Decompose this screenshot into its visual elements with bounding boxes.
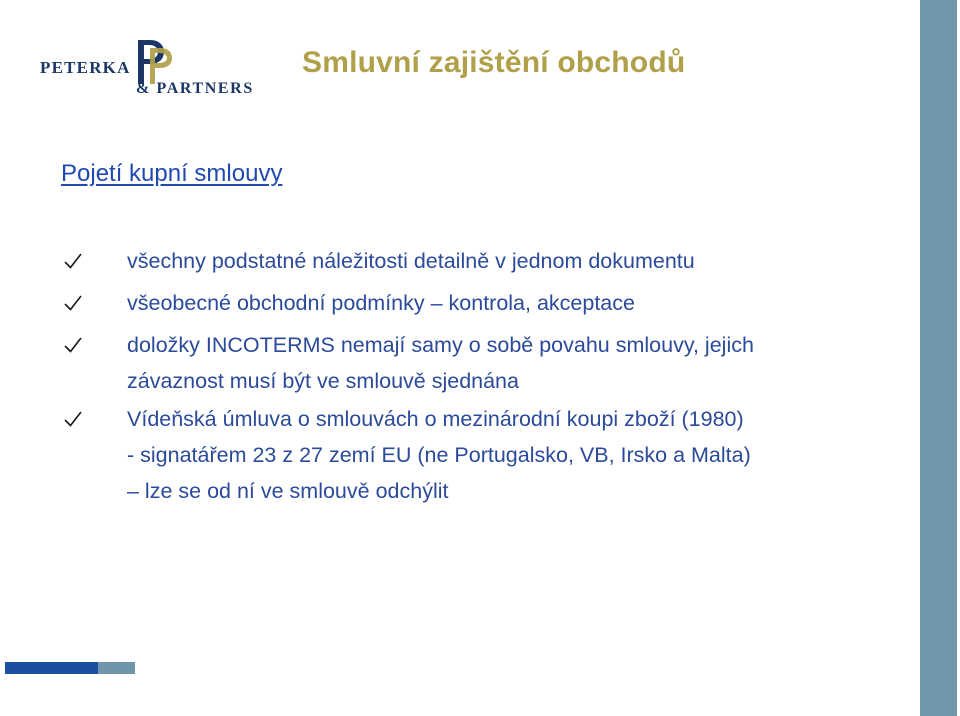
bullet-text: Vídeňská úmluva o smlouvách o mezinárodní koupi zboží (1980) xyxy=(127,407,744,431)
bullet-text: všechny podstatné náležitosti detailně v jednom dokumentu xyxy=(127,249,695,273)
slide-title: Smluvní zajištění obchodů xyxy=(302,46,686,79)
checkmark-icon xyxy=(63,293,83,313)
bullet-text: – lze se od ní ve smlouvě odchýlit xyxy=(127,479,449,503)
bullet-text: doložky INCOTERMS nemají samy o sobě povahu smlouvy, jejich xyxy=(127,333,754,357)
decorative-bar-dark xyxy=(5,662,98,674)
decorative-bar-light xyxy=(98,662,135,674)
decorative-side-bar xyxy=(920,0,957,716)
company-logo xyxy=(40,38,266,100)
bullet-text: závaznost musí být ve smlouvě sjednána xyxy=(127,369,519,393)
slide-subtitle: Pojetí kupní smlouvy xyxy=(61,160,283,187)
logo-pp-monogram-icon xyxy=(136,38,176,84)
bullet-item xyxy=(61,285,901,321)
bullet-item xyxy=(61,243,901,279)
checkmark-icon xyxy=(63,335,83,355)
bullet-text: všeobecné obchodní podmínky – kontrola, akceptace xyxy=(127,291,635,315)
bullet-item xyxy=(61,327,901,399)
checkmark-icon xyxy=(63,409,83,429)
bullet-list xyxy=(61,243,901,515)
logo-text-partners: & PARTNERS xyxy=(136,80,254,97)
decorative-bottom-bars xyxy=(5,662,135,674)
bullet-item xyxy=(61,401,901,509)
logo-text-peterka: PETERKA xyxy=(40,58,131,77)
checkmark-icon xyxy=(63,251,83,271)
bullet-text: - signatářem 23 z 27 zemí EU (ne Portugalsko, VB, Irsko a Malta) xyxy=(127,443,751,467)
